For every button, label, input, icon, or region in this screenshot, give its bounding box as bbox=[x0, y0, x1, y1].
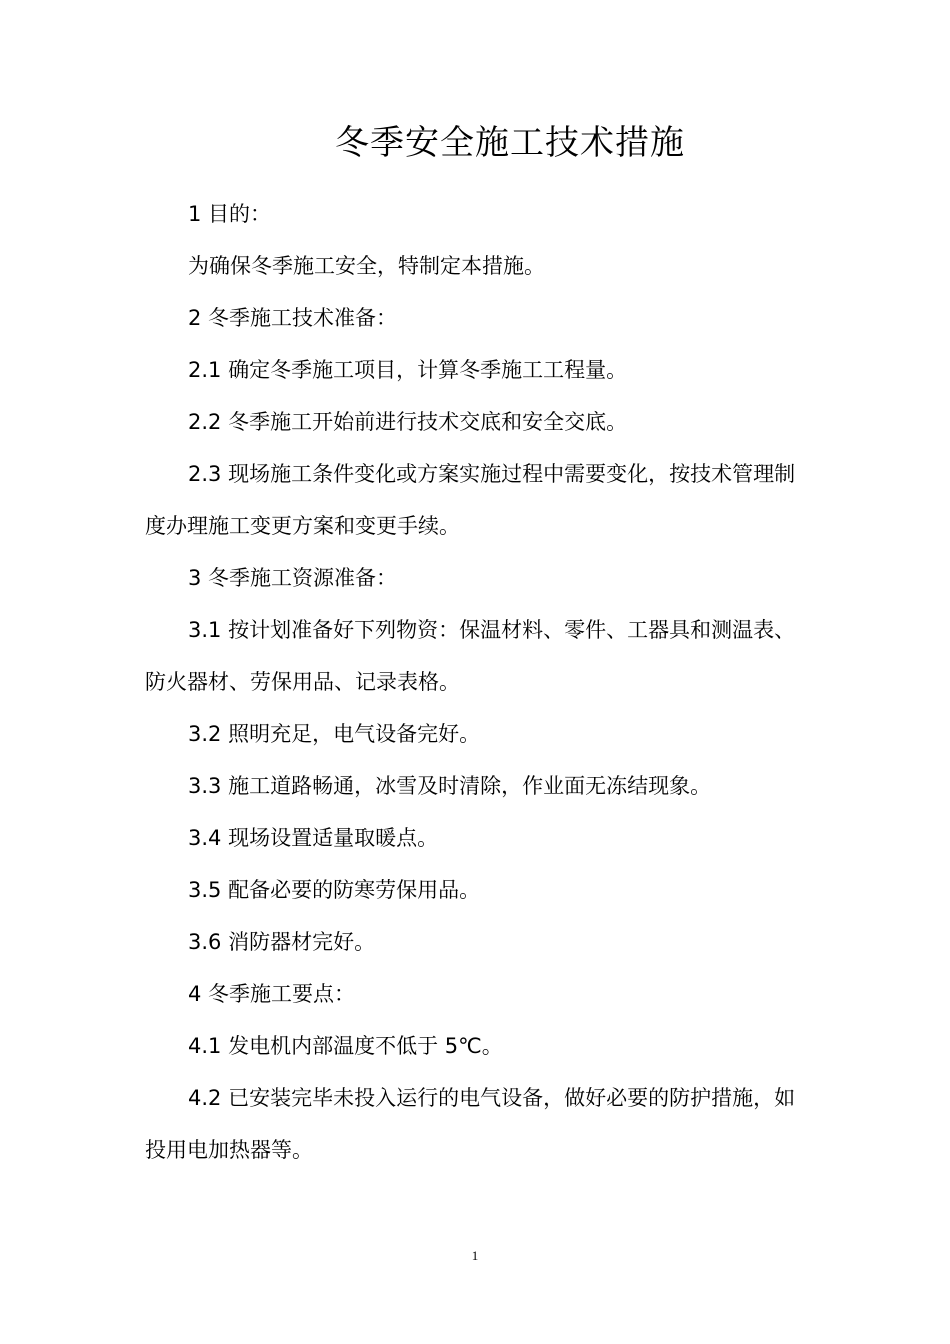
section-heading-key-points: 4 冬季施工要点： bbox=[188, 982, 356, 1006]
section-heading-resource-preparation: 3 冬季施工资源准备： bbox=[188, 566, 398, 590]
paragraph-2-2: 2.2 冬季施工开始前进行技术交底和安全交底。 bbox=[188, 410, 628, 434]
paragraph-3-1: 3.1 按计划准备好下列物资：保温材料、零件、工器具和测温表、防火器材、劳保用品、记录表格。 bbox=[145, 618, 796, 694]
paragraph-purpose: 为确保冬季施工安全，特制定本措施。 bbox=[188, 254, 545, 278]
paragraph-2-3: 2.3 现场施工条件变化或方案实施过程中需要变化，按技术管理制度办理施工变更方案和变更手续。 bbox=[145, 462, 796, 538]
page-number: 1 bbox=[471, 1248, 479, 1263]
paragraph-3-4: 3.4 现场设置适量取暖点。 bbox=[188, 826, 439, 850]
paragraph-4-1: 4.1 发电机内部温度不低于 5℃。 bbox=[188, 1034, 503, 1058]
paragraph-3-5: 3.5 配备必要的防寒劳保用品。 bbox=[188, 878, 481, 902]
title-area bbox=[0, 0, 950, 200]
paragraph-3-2: 3.2 照明充足，电气设备完好。 bbox=[188, 722, 481, 746]
paragraph-4-2: 4.2 已安装完毕未投入运行的电气设备，做好必要的防护措施，如投用电加热器等。 bbox=[145, 1086, 796, 1162]
paragraph-3-6: 3.6 消防器材完好。 bbox=[188, 930, 376, 954]
section-heading-technical-preparation: 2 冬季施工技术准备： bbox=[188, 306, 398, 330]
paragraph-2-1: 2.1 确定冬季施工项目，计算冬季施工工程量。 bbox=[188, 358, 628, 382]
document-body bbox=[145, 188, 810, 1176]
document-title: 冬季安全施工技术措施 bbox=[335, 123, 685, 163]
section-heading-purpose: 1 目的： bbox=[188, 202, 272, 226]
paragraph-3-3: 3.3 施工道路畅通，冰雪及时清除，作业面无冻结现象。 bbox=[188, 774, 712, 798]
